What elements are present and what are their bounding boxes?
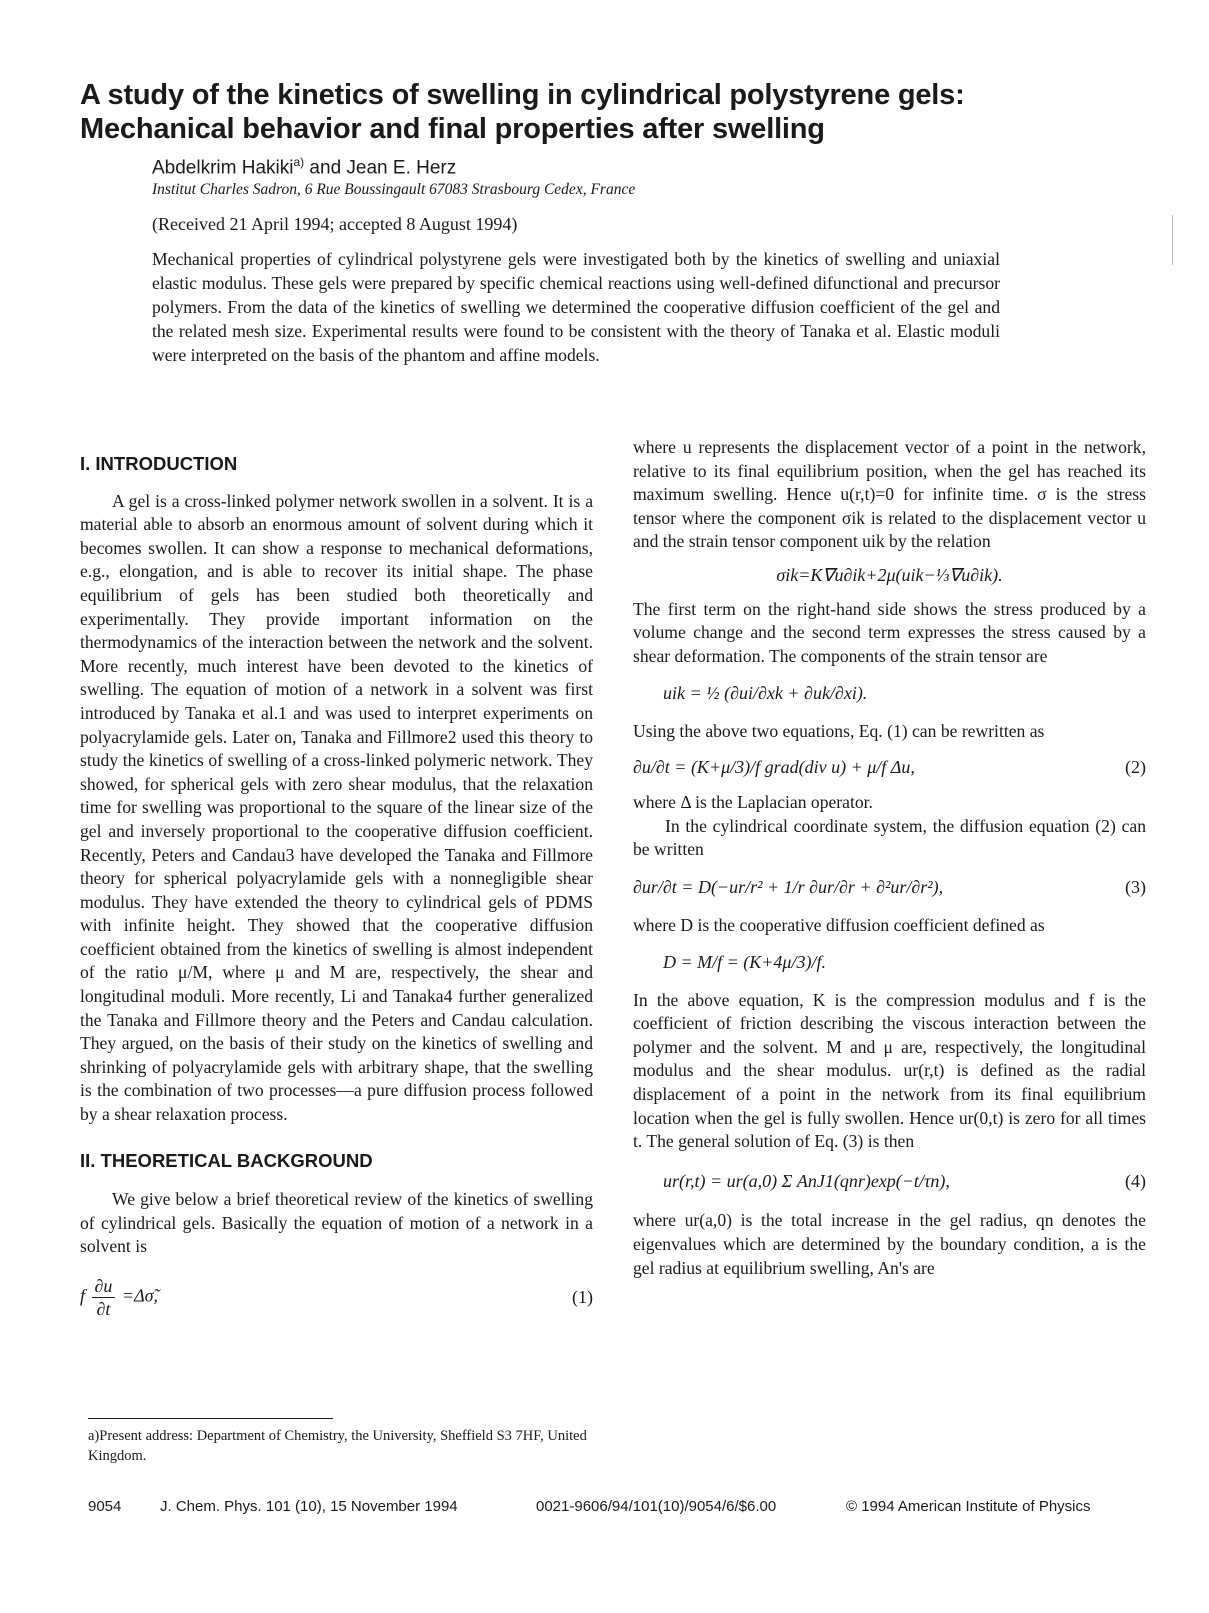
right-paragraph-3: Using the above two equations, Eq. (1) can be rewritten as	[633, 720, 1045, 741]
affiliation: Institut Charles Sadron, 6 Rue Boussingault 67083 Strasbourg Cedex, France	[152, 181, 636, 198]
eq4-body: ur(r,t) = ur(a,0) Σ AnJ1(qnr)exp(−t/τn),	[663, 1170, 950, 1191]
equation-stress: σik=K∇u∂ik+2μ(uik−⅓∇u∂ik).	[776, 564, 1003, 585]
footnote: a)Present address: Department of Chemistry, the University, Sheffield S3 7HF, United Kingdom.	[88, 1428, 587, 1464]
right-column	[633, 436, 1146, 1280]
equation-2	[633, 756, 1146, 780]
right-paragraph-1: where u represents the displacement vector of a point in the network, relative to its final equilibrium position, when the gel has reached its maximum swelling. Hence u(r,t)=0 for infinite time. σ is the stress tensor where the component σik is related to the displacement vector u and the strain tensor component uik by the relation	[633, 437, 1146, 552]
eq1-numerator: ∂u	[92, 1275, 116, 1298]
eq1-lhs: f	[80, 1285, 86, 1306]
right-paragraph-7: In the above equation, K is the compression modulus and f is the coefficient of friction describing the viscous interaction between the polymer and the solvent. M and μ are, respectively, the longitudinal modulus and the shear modulus. ur(r,t) is defined as the radial displacement of a point in the network from its final equilibrium location when the gel is fully swollen. Hence ur(0,t) is zero for all times t. The general solution of Eq. (3) is then	[633, 989, 1146, 1152]
section-heading-introduction: I. INTRODUCTION	[80, 453, 238, 474]
eq3-label: (3)	[1125, 876, 1146, 897]
eq1-label: (1)	[572, 1286, 593, 1307]
authors	[152, 155, 456, 179]
eq1-rhs: =Δσ̃,	[121, 1285, 159, 1306]
paper-title	[80, 78, 1140, 146]
equation-4	[633, 1170, 1146, 1194]
author-1: Abdelkrim Hakiki	[152, 157, 294, 179]
copyright: © 1994 American Institute of Physics	[846, 1498, 1091, 1515]
eq3-body: ∂ur/∂t = D(−ur/r² + 1/r ∂ur/∂r + ∂²ur/∂r²),	[633, 876, 944, 897]
eq4-label: (4)	[1125, 1170, 1146, 1191]
eq2-label: (2)	[1125, 756, 1146, 777]
right-paragraph-6: where D is the cooperative diffusion coefficient defined as	[633, 914, 1045, 935]
right-paragraph-5: In the cylindrical coordinate system, the diffusion equation (2) can be written	[633, 815, 1146, 860]
journal-citation: J. Chem. Phys. 101 (10), 15 November 1994	[160, 1498, 458, 1515]
right-paragraph-8: where ur(a,0) is the total increase in the gel radius, qn denotes the eigenvalues which are determined by the boundary condition, a is the gel radius at equilibrium swelling, An's are	[633, 1210, 1146, 1278]
title-line-1: A study of the kinetics of swelling in cylindrical polystyrene gels:	[80, 79, 965, 111]
title-line-2: Mechanical behavior and final properties after swelling	[80, 113, 825, 145]
eq1-fraction	[92, 1275, 116, 1320]
eq2-body: ∂u/∂t = (K+μ/3)/f grad(div u) + μ/f Δu,	[633, 756, 915, 777]
equation-D: D = M/f = (K+4μ/3)/f.	[663, 952, 826, 973]
right-paragraph-2: The first term on the right-hand side shows the stress produced by a volume change and the second term expresses the stress caused by a shear deformation. The components of the strain tensor are	[633, 598, 1146, 666]
article-code: 0021-9606/94/101(10)/9054/6/$6.00	[536, 1498, 777, 1515]
eq1-denominator: ∂t	[96, 1299, 111, 1319]
author-footnote-mark: a)	[293, 155, 305, 169]
abstract: Mechanical properties of cylindrical polystyrene gels were investigated both by the kinetics of swelling and uniaxial elastic modulus. These gels were prepared by specific chemical reactions using well-defined difunctional and precursor polymers. From the data of the kinetics of swelling we determined the cooperative diffusion coefficient of the gel and the related mesh size. Experimental results were found to be consistent with the theory of Tanaka et al. Elastic moduli were interpreted on the basis of the phantom and affine models.	[152, 249, 1000, 365]
section-heading-theory: II. THEORETICAL BACKGROUND	[80, 1149, 373, 1171]
page-number: 9054	[88, 1498, 122, 1515]
equation-strain: uik = ½ (∂ui/∂xk + ∂uk/∂xi).	[663, 683, 868, 704]
equation-3	[633, 876, 1146, 900]
introduction-paragraph: A gel is a cross-linked polymer network swollen in a solvent. It is a material able to absorb an enormous amount of solvent during which it becomes swollen. It can show a response to mechanical deformations, e.g., elongation, and is able to recover its initial shape. The phase equilibrium of gels has been studied both theoretically and experimentally. They provide important information on the thermodynamics of the interaction between the network and the solvent. More recently, much interest have been devoted to the kinetics of swelling. The equation of motion of a network in a solvent was first introduced by Tanaka et al.1 and was used to interpret experiments on polyacrylamide gels. Later on, Tanaka and Fillmore2 used this theory to study the kinetics of swelling of a cross-linked polymeric network. They showed, for spherical gels with zero shear modulus, that the relaxation time for swelling was proportional to the square of the linear size of the gel and inversely proportional to the cooperative diffusion coefficient. Recently, Peters and Candau3 have developed the Tanaka and Fillmore theory for spherical polyacrylamide gels with a nonnegligible shear modulus. They have extended the theory to cylindrical gels of PDMS with infinite height. They showed that the cooperative diffusion coefficient obtained from the kinetics of swelling is almost independent of the ratio μ/M, where μ and M are, respectively, the shear and longitudinal moduli. More recently, Li and Tanaka4 further generalized the Tanaka and Fillmore theory and the Peters and Candau calculation. They argued, on the basis of their study on the kinetics of swelling and shrinking of polyacrylamide gels with arbitrary shape, that the swelling is the combination of two processes—a pure diffusion process followed by a shear relaxation process.	[80, 490, 593, 1125]
received-dates: (Received 21 April 1994; accepted 8 August 1994)	[152, 214, 518, 234]
scan-margin-mark	[1172, 215, 1173, 265]
footnote-rule	[88, 1418, 333, 1419]
right-paragraph-4: where Δ is the Laplacian operator.	[633, 792, 873, 813]
author-2: and Jean E. Herz	[304, 157, 457, 179]
equation-1	[80, 1275, 593, 1320]
left-column	[80, 452, 593, 1320]
theory-paragraph: We give below a brief theoretical review of the kinetics of swelling of cylindrical gels. Basically the equation of motion of a network in a solvent is	[80, 1189, 593, 1257]
